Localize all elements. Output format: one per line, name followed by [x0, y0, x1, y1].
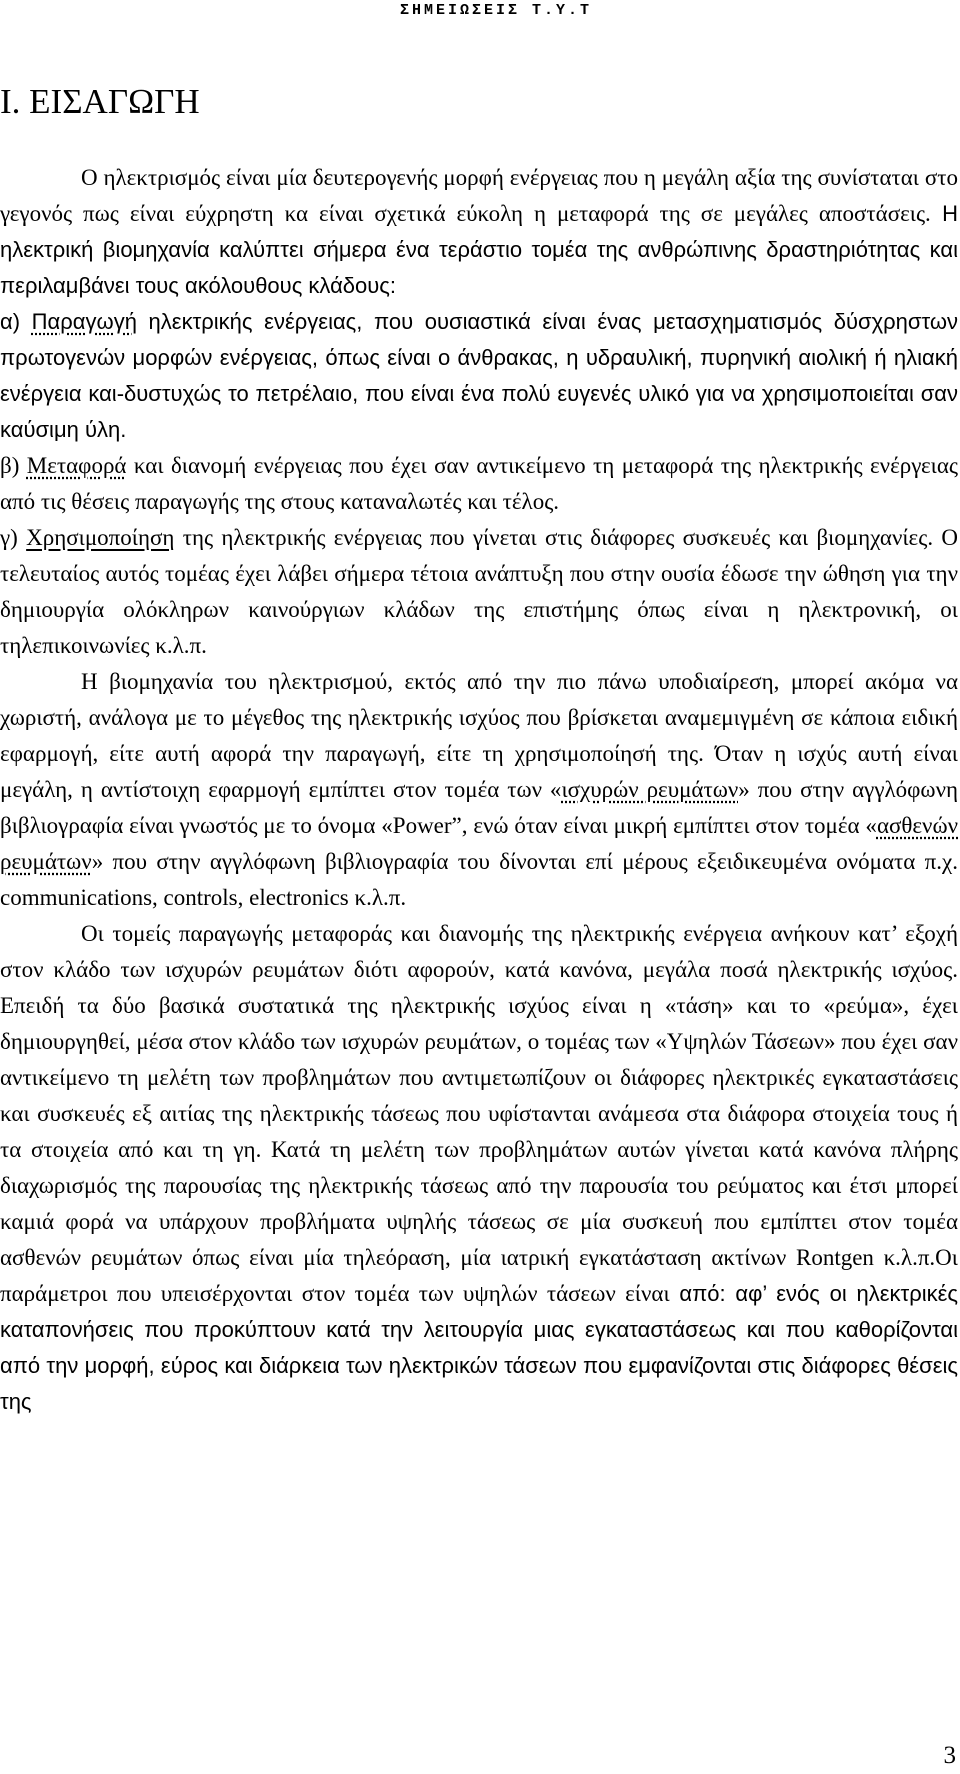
term-transmission: Μεταφορά	[26, 453, 127, 478]
intro-text: Ο ηλεκτρισμός είναι μία δευτερογενής μορφή ενέργειας που η μεγάλη αξία της συνίσταται στο γεγονός πως είναι εύχρηστη κα είναι σχετικά εύκολη η μεταφορά της σε μεγάλες αποστάσεις.	[0, 165, 958, 226]
term-utilization: Χρησιμοποίηση	[26, 525, 175, 550]
page-number: 3	[943, 1742, 956, 1769]
list-item-prefix: γ)	[0, 525, 27, 550]
term-production: Παραγωγή	[31, 309, 137, 334]
paragraph-text: Επειδή τα δύο βασικά συστατικά της ηλεκτρικής ισχύος είναι η «τάση» και το «ρεύμα», έχει δημιουργηθεί, μέσα στον κλάδο των ισχυρών ρευμάτων, ο τομέας των «Υψηλών Τάσεων» που έχει σαν αντικείμενο τη μελέτη των προβλημάτων που αντιμετωπίζουν οι διάφορες ηλεκτρικές εγκαταστάσεις και συσκευές εξ αιτίας της ηλεκτρικής τάσεως που υφίστανται ανάμεσα στα διάφορα στοιχεία τους ή τα στοιχεία από και τη γη. Κατά τη μελέτη των προβλημάτων αυτών γίνεται κατά κανόνα πλήρης διαχωρισμός της παρουσίας της ηλεκτρικής τάσεως από την παρουσία του ρεύματος και έτσι μπορεί καμιά φορά να υπάρχουν προβλήματα υψηλής τάσεως σε μία συσκευή που εμπίπτει στον τομέα ασθενών ρευμάτων όπως είναι μία τηλεόραση, μία ιατρική εγκατάσταση ακτίνων Rontgen κ.λ.π.Οι	[0, 993, 958, 1270]
list-item-transmission	[0, 448, 958, 520]
paragraph-text: Η βιομηχανία του ηλεκτρισμού, εκτός από την πιο πάνω υποδιαίρεση, μπορεί ακόμα να χωριστή, ανάλογα με το μέγεθος της ηλεκτρικής ισχύος που βρίσκεται αναμεμιγμένη σε κάποια ειδική εφαρμογή, είτε αυτή αφορά την παραγωγή, είτε τη χρησιμοποίησή της. Όταν η ισχύς αυτή είναι μεγάλη, η αντίστοιχη εφαρμογή εμπίπτει στον τομέα των «	[0, 669, 958, 802]
paragraph-text: Οι τομείς παραγωγής μεταφοράς και διανομής της ηλεκτρικής ενέργεια ανήκουν κατ’ εξοχή στον κλάδο των ισχυρών ρευμάτων διότι αφορούν, κατά κανόνα, μεγάλα ποσά ηλεκτρικής ισχύος.	[0, 921, 958, 982]
list-item-text: ηλεκτρικής ενέργειας, που ουσιαστικά είναι ένας μετασχηματισμός δύσχρηστων πρωτογενών μορφών ενέργειας, όπως είναι ο άνθρακας, η υδραυλική, πυρηνική αιολική ή ηλιακή ενέργεια και-δυστυχώς το πετρέλαιο, που είναι ένα πολύ ευγενές υλικό για να χρησιμοποιείται σαν καύσιμη ύλη.	[0, 309, 958, 442]
paragraph-high-voltage	[0, 916, 958, 1420]
intro-text-continued: Η ηλεκτρική βιομηχανία καλύπτει σήμερα ένα τεράστιο τομέα της ανθρώπινης δραστηριότητας και περιλαμβάνει τους ακόλουθους κλάδους:	[0, 201, 958, 298]
paragraph-text: » που στην αγγλόφωνη βιβλιογραφία είναι γνωστός με το όνομα «Power”, ενώ όταν είναι μικρή εμπίπτει στον τομέα «	[0, 777, 958, 838]
paragraph-power-classes	[0, 664, 958, 916]
list-item-production	[0, 304, 958, 448]
paragraph-text-sans: από: αφ’ ενός οι ηλεκτρικές καταπονήσεις που προκύπτουν κατά την λειτουργία μιας εγκαταστάσεως και που καθορίζονται από την μορφή, εύρος και διάρκεια των ηλεκτρικών τάσεων που εμφανίζονται στις διάφορες θέσεις της	[0, 1281, 959, 1414]
body-text	[0, 160, 958, 1420]
list-item-text-continued: Ο τελευταίος αυτός τομέας έχει λάβει σήμερα τέτοια ανάπτυξη που στην ουσία έδωσε την ώθηση για την δημιουργία ολόκληρων καινούργιων κλάδων της επιστήμης όπως είναι η ηλεκτρονική, οι τηλεπικοινωνίες κ.λ.π.	[0, 525, 958, 658]
list-item-text: της ηλεκτρικής ενέργειας που γίνεται στις διάφορες συσκευές και βιομηχανίες.	[174, 525, 934, 550]
list-item-prefix: β)	[0, 453, 27, 478]
paragraph-intro	[0, 160, 958, 304]
section-title: Ι. ΕΙΣΑΓΩΓΗ	[0, 82, 200, 121]
running-header: ΣΗΜΕΙΩΣΕΙΣ Τ.Υ.Τ	[399, 2, 592, 19]
paragraph-text: » που στην αγγλόφωνη βιβλιογραφία του δίνονται επί μέρους εξειδικευμένα ονόματα π.χ. communications, controls, electronics κ.λ.π.	[0, 849, 958, 910]
term-weak-currents: ασθενών ρευμάτων	[0, 813, 958, 874]
term-strong-currents: ισχυρών ρευμάτων	[561, 777, 739, 802]
list-item-utilization	[0, 520, 958, 664]
paragraph-text: παράμετροι που υπεισέρχονται στον τομέα των υψηλών τάσεων είναι	[0, 1281, 670, 1306]
list-item-prefix: α)	[0, 309, 32, 334]
list-item-text: και διανομή ενέργειας που έχει σαν αντικείμενο τη μεταφορά της ηλεκτρικής ενέργειας από τις θέσεις παραγωγής της στους καταναλωτές και τέλος.	[0, 453, 958, 514]
